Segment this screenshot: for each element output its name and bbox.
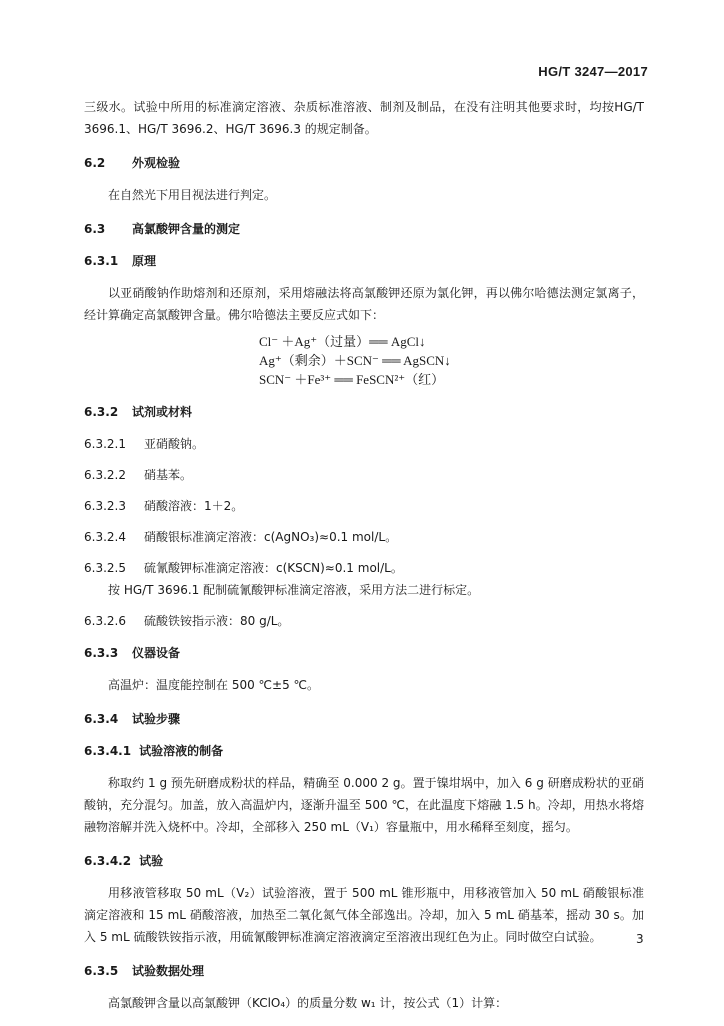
- item-text: 硝酸溶液：1＋2。: [144, 499, 244, 513]
- section-heading-6-3-5: [84, 960, 644, 982]
- section-heading-6-3: [84, 218, 644, 240]
- section-title: 高氯酸钾含量的测定: [132, 222, 241, 236]
- reagent-item: [84, 557, 644, 601]
- equation: Ag⁺（剩余）＋SCN⁻ ══ AgSCN↓: [259, 353, 451, 368]
- item-number: 6.3.2.6: [84, 614, 126, 628]
- section-title: 试验溶液的制备: [139, 744, 224, 758]
- section-title: 试验步骤: [132, 712, 181, 726]
- section-heading-6-3-4-1: [84, 740, 644, 762]
- item-number: 6.3.2.5: [84, 561, 126, 575]
- section-heading-6-3-3: [84, 642, 644, 664]
- section-text-6-2: 在自然光下用目视法进行判定。: [108, 188, 277, 202]
- reagent-item: [84, 610, 644, 632]
- item-text: 硝基苯。: [144, 468, 193, 482]
- item-number: 6.3.2.2: [84, 468, 126, 482]
- item-text: 硫氰酸钾标准滴定溶液：c(KSCN)≈0.1 mol/L。: [144, 561, 403, 575]
- reagent-item: [84, 495, 644, 517]
- section-heading-6-3-1: [84, 250, 644, 272]
- section-title: 外观检验: [132, 156, 181, 170]
- section-number: 6.3.1: [84, 254, 119, 268]
- section-title: 仪器设备: [132, 646, 181, 660]
- section-title: 试验数据处理: [132, 964, 205, 978]
- document-body: [84, 96, 644, 1026]
- data-processing-text: 高氯酸钾含量以高氯酸钾（KClO₄）的质量分数 w₁ 计，按公式（1）计算：: [108, 996, 508, 1010]
- item-note: 按 HG/T 3696.1 配制硫氰酸钾标准滴定溶液，采用方法二进行标定。: [108, 583, 480, 597]
- section-heading-6-3-4-2: [84, 850, 644, 872]
- equipment-text: 高温炉：温度能控制在 500 ℃±5 ℃。: [108, 678, 319, 692]
- item-number: 6.3.2.3: [84, 499, 126, 513]
- section-number: 6.3.5: [84, 964, 119, 978]
- equation: SCN⁻ ＋Fe³⁺ ══ FeSCN²⁺（红）: [259, 372, 445, 387]
- section-title: 试验: [139, 854, 164, 868]
- section-title: 试剂或材料: [132, 405, 193, 419]
- standard-code: HG/T 3247—2017: [538, 64, 648, 79]
- section-heading-6-3-2: [84, 401, 644, 423]
- item-text: 硝酸银标准滴定溶液：c(AgNO₃)≈0.1 mol/L。: [144, 530, 398, 544]
- solution-preparation-text: 称取约 1 g 预先研磨成粉状的样品，精确至 0.000 2 g。置于镍坩埚中，加入 6 g 研磨成粉状的亚硝酸钠，充分混匀。加盖，放入高温炉内，逐渐升温至 500 ℃，在此温度下熔融 1.5 h。冷却，用热水将熔融物溶解并洗入烧杯中。冷却，全部移入 250 mL（V₁）容量瓶中，用水稀释至刻度，摇匀。: [84, 776, 644, 834]
- equation: Cl⁻ ＋Ag⁺（过量）══ AgCl↓: [259, 334, 426, 349]
- reagent-item: [84, 526, 644, 548]
- principle-text: 以亚硝酸钠作助熔剂和还原剂，采用熔融法将高氯酸钾还原为氯化钾，再以佛尔哈德法测定氯离子，经计算确定高氯酸钾含量。佛尔哈德法主要反应式如下：: [84, 286, 644, 322]
- section-number: 6.3.2: [84, 405, 119, 419]
- test-procedure-text: 用移液管移取 50 mL（V₂）试验溶液，置于 500 mL 锥形瓶中，用移液管加入 50 mL 硝酸银标准滴定溶液和 15 mL 硝酸溶液，加热至二氧化氮气体全部逸出。冷却，加入 5 mL 硝基苯，摇动 30 s。加入 5 mL 硫酸铁铵指示液，用硫氰酸钾标准滴定溶液滴定至溶液出现红色为止。同时做空白试验。: [84, 886, 644, 944]
- section-number: 6.2: [84, 156, 106, 170]
- page-number: 3: [636, 932, 644, 946]
- section-number: 6.3.3: [84, 646, 119, 660]
- section-number: 6.3.4.2: [84, 854, 132, 868]
- section-number: 6.3: [84, 222, 106, 236]
- section-title: 原理: [132, 254, 157, 268]
- item-number: 6.3.2.4: [84, 530, 126, 544]
- intro-paragraph: 三级水。试验中所用的标准滴定溶液、杂质标准溶液、制剂及制品，在没有注明其他要求时，均按HG/T 3696.1、HG/T 3696.2、HG/T 3696.3 的规定制备。: [84, 100, 644, 136]
- reaction-equations: [84, 332, 644, 389]
- item-text: 硫酸铁铵指示液：80 g/L。: [144, 614, 290, 628]
- section-heading-6-2: [84, 152, 644, 174]
- reagent-item: [84, 433, 644, 455]
- section-number: 6.3.4: [84, 712, 119, 726]
- item-text: 亚硝酸钠。: [144, 437, 205, 451]
- item-number: 6.3.2.1: [84, 437, 126, 451]
- section-heading-6-3-4: [84, 708, 644, 730]
- reagent-item: [84, 464, 644, 486]
- section-number: 6.3.4.1: [84, 744, 132, 758]
